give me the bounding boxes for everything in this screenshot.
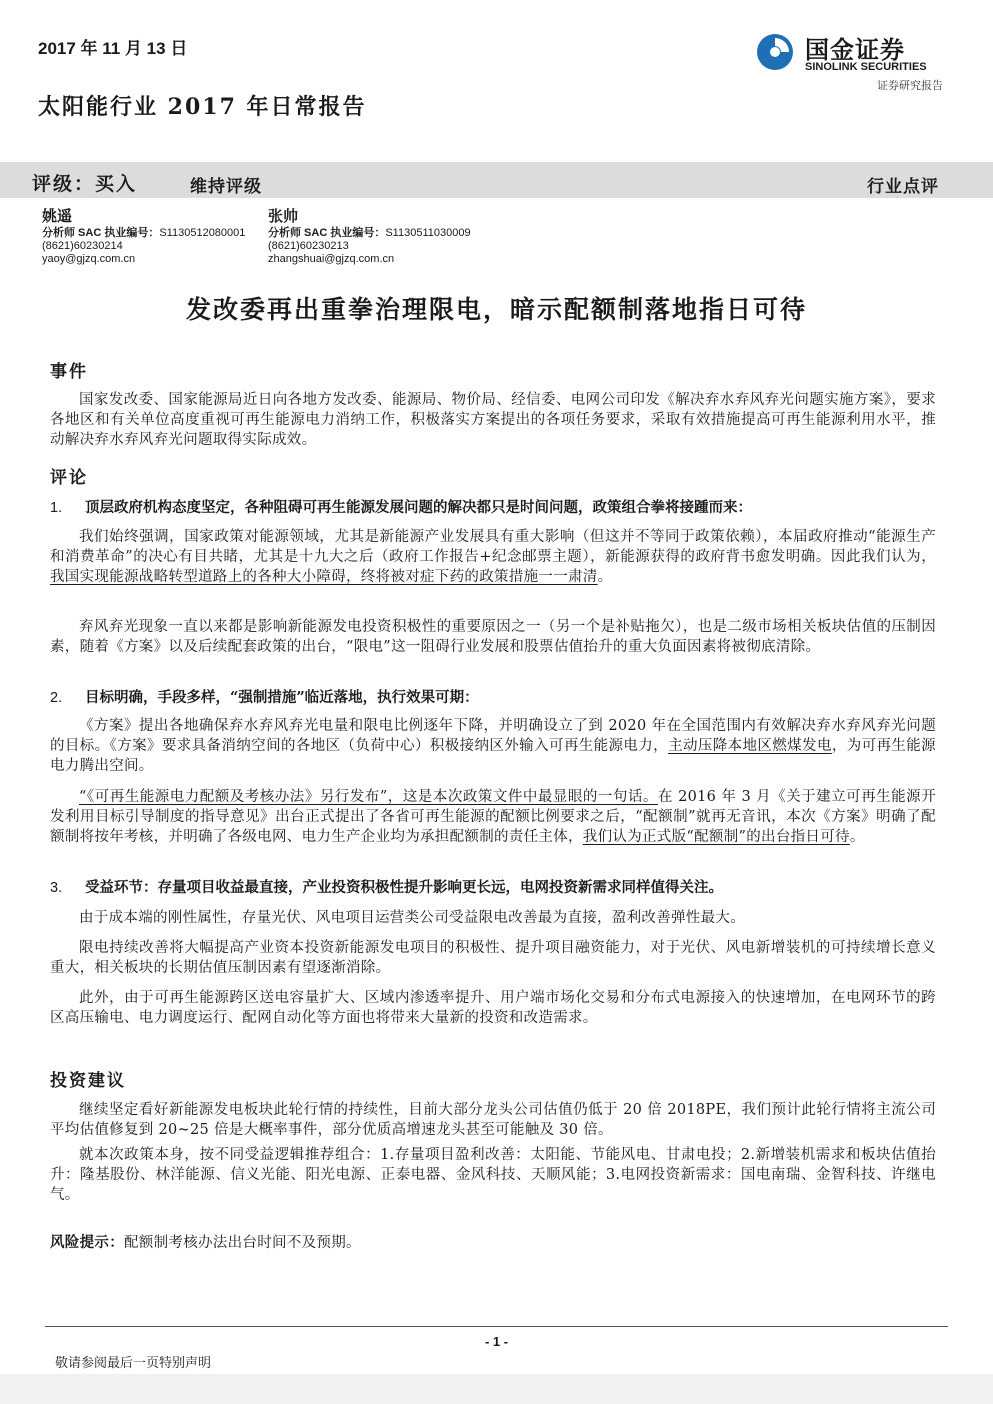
main-title: 发改委再出重拳治理限电，暗示配额制落地指日可待 xyxy=(185,295,807,324)
logo-chinese-name: 国金证券 xyxy=(805,37,905,64)
report-category: 行业点评 xyxy=(867,177,939,197)
risk-note xyxy=(50,1233,936,1253)
analyst-license: 分析师 SAC 执业编号：S1130512080001 xyxy=(42,227,246,239)
logo-subtitle: 证券研究报告 xyxy=(877,79,943,92)
logo-english-name: SINOLINK SECURITIES xyxy=(805,61,927,73)
analyst-phone: (8621)60230214 xyxy=(42,240,123,252)
company-logo xyxy=(755,30,945,94)
section-title-comment: 评论 xyxy=(50,468,88,488)
analyst-name: 张帅 xyxy=(268,207,299,225)
item1-paragraph-2: 弃风弃光现象一直以来都是影响新能源发电投资积极性的重要原因之一（另一个是补贴拖欠），也是二级市场相关板块估值的压制因素，随着《方案》以及后续配套政策的出台，“限电”这一阻碍行业发展和股票估值抬升的重大负面因素将被彻底清除。 xyxy=(50,619,936,655)
analyst-email[interactable]: yaoy@gjzq.com.cn xyxy=(42,253,136,265)
report-series-title: 太阳能行业 2017 年日常报告 xyxy=(38,94,367,120)
analyst-name: 姚遥 xyxy=(42,207,73,225)
analyst-license: 分析师 SAC 执业编号：S1130511030009 xyxy=(268,227,471,239)
item3-paragraph-1: 由于成本端的刚性属性，存量光伏、风电项目运营类公司受益限电改善最为直接，盈利改善弹性最大。 xyxy=(79,910,745,926)
analyst-block xyxy=(268,207,471,266)
item3-paragraph-2: 限电持续改善将大幅提高产业资本投资新能源发电项目的积极性、提升项目融资能力，对于光伏、风电新增装机的可持续增长意义重大，相关板块的长期估值压制因素有望逐渐消除。 xyxy=(50,940,936,976)
risk-label: 风险提示： xyxy=(50,1234,124,1251)
analyst-email[interactable]: zhangshuai@gjzq.com.cn xyxy=(268,253,395,265)
item-number: 1. xyxy=(50,500,63,516)
footer-divider xyxy=(45,1326,948,1327)
rating-maintain: 维持评级 xyxy=(190,177,262,197)
item-number: 3. xyxy=(50,880,63,896)
item2-paragraph-1: 《方案》提出各地确保弃水弃风弃光电量和限电比例逐年下降，并明确设立了到 2020 年在全国范围内有效解决弃水弃风弃光问题的目标。《方案》要求具备消纳空间的各地区（负荷中心）积极接纳区外输入可再生能源电力，主动压降本地区燃煤发电，为可再生能源电力腾出空间。 xyxy=(50,718,936,774)
footer-band xyxy=(0,1374,993,1404)
analyst-block xyxy=(42,207,246,266)
sinolink-logo-icon xyxy=(755,32,795,72)
item-number: 2. xyxy=(50,690,63,706)
section-title-investment: 投资建议 xyxy=(50,1071,126,1091)
risk-text: 配额制考核办法出台时间不及预期。 xyxy=(124,1235,361,1251)
rating-label: 评级：买入 xyxy=(32,173,138,195)
footer-disclaimer: 敬请参阅最后一页特别声明 xyxy=(55,1356,212,1371)
section-title-event: 事件 xyxy=(50,362,88,382)
item3-title: 受益环节：存量项目收益最直接，产业投资积极性提升影响更长远，电网投资新需求同样值得关注。 xyxy=(85,879,723,896)
item1-paragraph-1: 我们始终强调，国家政策对能源领域，尤其是新能源产业发展具有重大影响（但这并不等同于政策依赖），本届政府推动“能源生产和消费革命”的决心有目共睹，尤其是十九大之后（政府工作报告+纪念邮票主题），新能源获得的政府背书愈发明确。因此我们认为，我国实现能源战略转型道路上的各种大小障碍，终将被对症下药的政策措施一一肃清。 xyxy=(50,529,936,585)
event-paragraph: 国家发改委、国家能源局近日向各地方发改委、能源局、物价局、经信委、电网公司印发《解决弃水弃风弃光问题实施方案》，要求各地区和有关单位高度重视可再生能源电力消纳工作，积极落实方案提出的各项任务要求，采取有效措施提高可再生能源利用水平，推动解决弃水弃风弃光问题取得实际成效。 xyxy=(50,392,936,448)
item2-title: 目标明确，手段多样，“强制措施”临近落地，执行效果可期： xyxy=(85,689,479,706)
investment-paragraph-2: 就本次政策本身，按不同受益逻辑推荐组合：1.存量项目盈利改善：太阳能、节能风电、甘肃电投；2.新增装机需求和板块估值抬升：隆基股份、林洋能源、信义光能、阳光电源、正泰电器、金风科技、天顺风能；3.电网投资新需求：国电南瑞、金智科技、许继电气。 xyxy=(50,1147,936,1203)
rating-band xyxy=(0,162,993,198)
page-number: - 1 - xyxy=(484,1334,509,1349)
analyst-phone: (8621)60230213 xyxy=(268,240,349,252)
item2-paragraph-2: “《可再生能源电力配额及考核办法》另行发布”，这是本次政策文件中最显眼的一句话。在 2016 年 3 月《关于建立可再生能源开发利用目标引导制度的指导意见》出台正式提出了各省可再生能源的配额比例要求之后，“配额制”就再无音讯，本次《方案》明确了配额制将按年考核，并明确了各级电网、电力生产企业均为承担配额制的责任主体，我们认为正式版“配额制”的出台指日可待。 xyxy=(50,789,936,845)
report-date: 2017 年 11 月 13 日 xyxy=(38,39,188,58)
investment-paragraph-1: 继续坚定看好新能源发电板块此轮行情的持续性，目前大部分龙头公司估值仍低于 20 倍 2018PE，我们预计此轮行情将主流公司平均估值修复到 20~25 倍是大概率事件，部分优质高增速龙头甚至可能触及 30 倍。 xyxy=(50,1102,936,1138)
item1-title: 顶层政府机构态度坚定，各种阻碍可再生能源发展问题的解决都只是时间问题，政策组合拳将接踵而来： xyxy=(85,499,752,516)
item3-paragraph-3: 此外，由于可再生能源跨区送电容量扩大、区域内渗透率提升、用户端市场化交易和分布式电源接入的快速增加，在电网环节的跨区高压输电、电力调度运行、配网自动化等方面也将带来大量新的投资和改造需求。 xyxy=(50,990,936,1026)
